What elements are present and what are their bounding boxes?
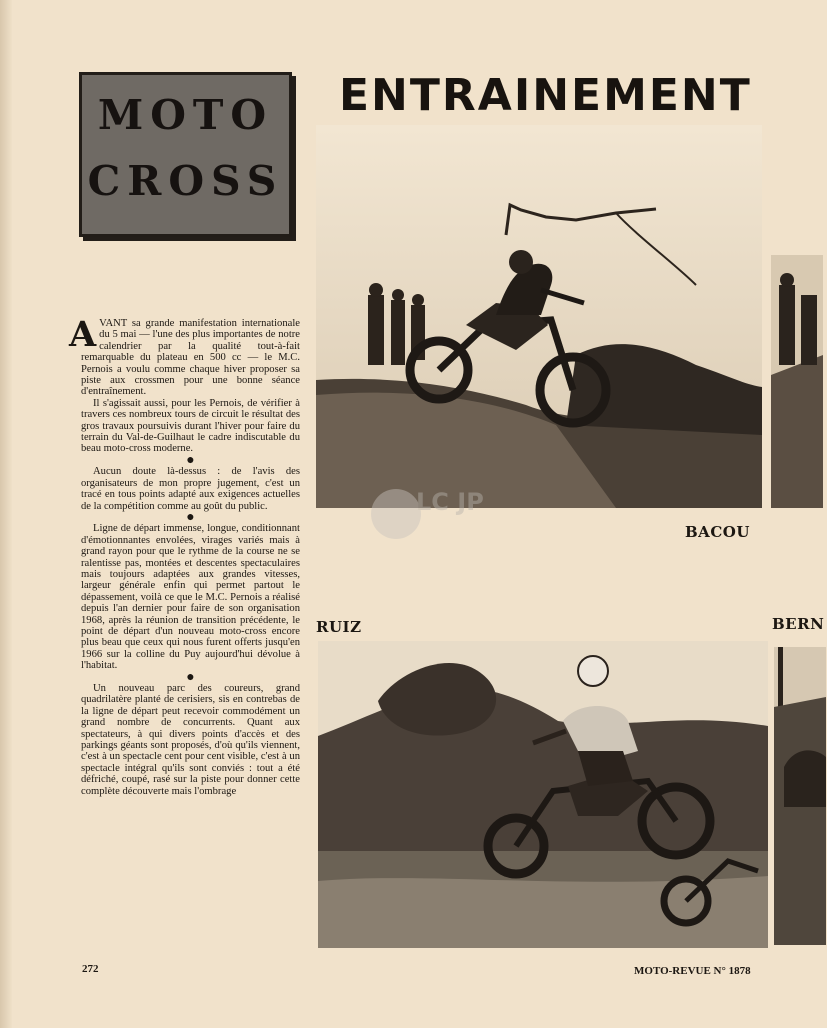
watermark — [368, 480, 484, 544]
photo-bacou — [316, 125, 762, 508]
watermark-text-1: LC JP — [416, 488, 484, 516]
caption-ruiz: RUIZ — [316, 618, 362, 636]
headline: ENTRAINEMENT — [339, 70, 752, 121]
section-title-line-2: CROSS — [87, 157, 284, 205]
separator-bullet-3: ● — [186, 669, 195, 685]
article-paragraph-5: Un nouveau parc des coureurs, grand quadrilatère planté de cerisiers, sis en contrebas de la ligne de départ peut recevoir commodément un grand nombre de concurrents. Quant aux spectateurs, à qui divers points d'accès et des parkings géants sont proposés, d'où qu'ils viennent, c'est à un spectacle cent pour cent visible, c'est à un spectacle intégral qu'ils sont conviés : tout a été défriché, coupé, rasé sur la piste pour donner cette complète découverte mais l'ombrage — [81, 683, 300, 797]
article-paragraph-1 — [69, 314, 300, 398]
separator-bullet-2: ● — [186, 509, 195, 525]
photo-edge-top — [771, 255, 823, 508]
article-paragraph-4: Ligne de départ immense, longue, conditionnant d'émotionnantes envolées, virages variés mais à grand rayon pour que le rythme de la course ne se ralentisse pas, montées et descentes spectaculaires mais toujours adaptées aux grandes vitesses, largeur générale enfin qui permet partout le dépassement, voilà ce que le M.C. Pernois a réalisé depuis l'an dernier pour faire de son organisation 1968, après la réunion de transition précédente, le point de départ d'un nouveau moto-cross encore plus beau que ceux qui nous furent offerts jusqu'en 1966 sur la colline du Puy aujourd'hui dévolue à l'habitat. — [81, 523, 300, 672]
page-number: 272 — [82, 963, 99, 975]
photo-edge-bottom — [774, 647, 826, 945]
page-edge — [0, 0, 12, 1028]
article-paragraph-1-text: VANT sa grande manifestation internationale du 5 mai — l'une des plus importantes de notre calendrier par la qualité tout-à-fait remarquable du plateau en 500 cc — le M.C. Pernois a voulu comme chaque hiver proposer sa piste aux crossmen pour une bonne séance d'entraînement. — [81, 318, 300, 398]
caption-bern: BERN — [772, 615, 825, 633]
section-title-box — [79, 72, 292, 237]
separator-bullet-1: ● — [186, 452, 195, 468]
article-paragraph-2: Il s'agissait aussi, pour les Pernois, de vérifier à travers ces nombreux tours de circuit le résultat des gros travaux poursuivis durant l'hiver pour faire du terrain du Val-de-Guilhaut le cadre indiscutable du beau moto-cross moderne. — [81, 397, 300, 455]
article-paragraph-3: Aucun doute là-dessus : de l'avis des organisateurs de mon propre jugement, c'est un tracé en tous points adapté aux exigences actuelles de la compétition comme au goût du public. — [81, 466, 300, 512]
dropcap: A — [69, 314, 97, 355]
photo-ruiz — [318, 641, 768, 948]
caption-bacou: BACOU — [685, 523, 750, 541]
article-column — [69, 314, 300, 797]
magazine-issue: MOTO-REVUE N° 1878 — [634, 965, 751, 977]
section-title-line-1: MOTO — [97, 91, 274, 139]
